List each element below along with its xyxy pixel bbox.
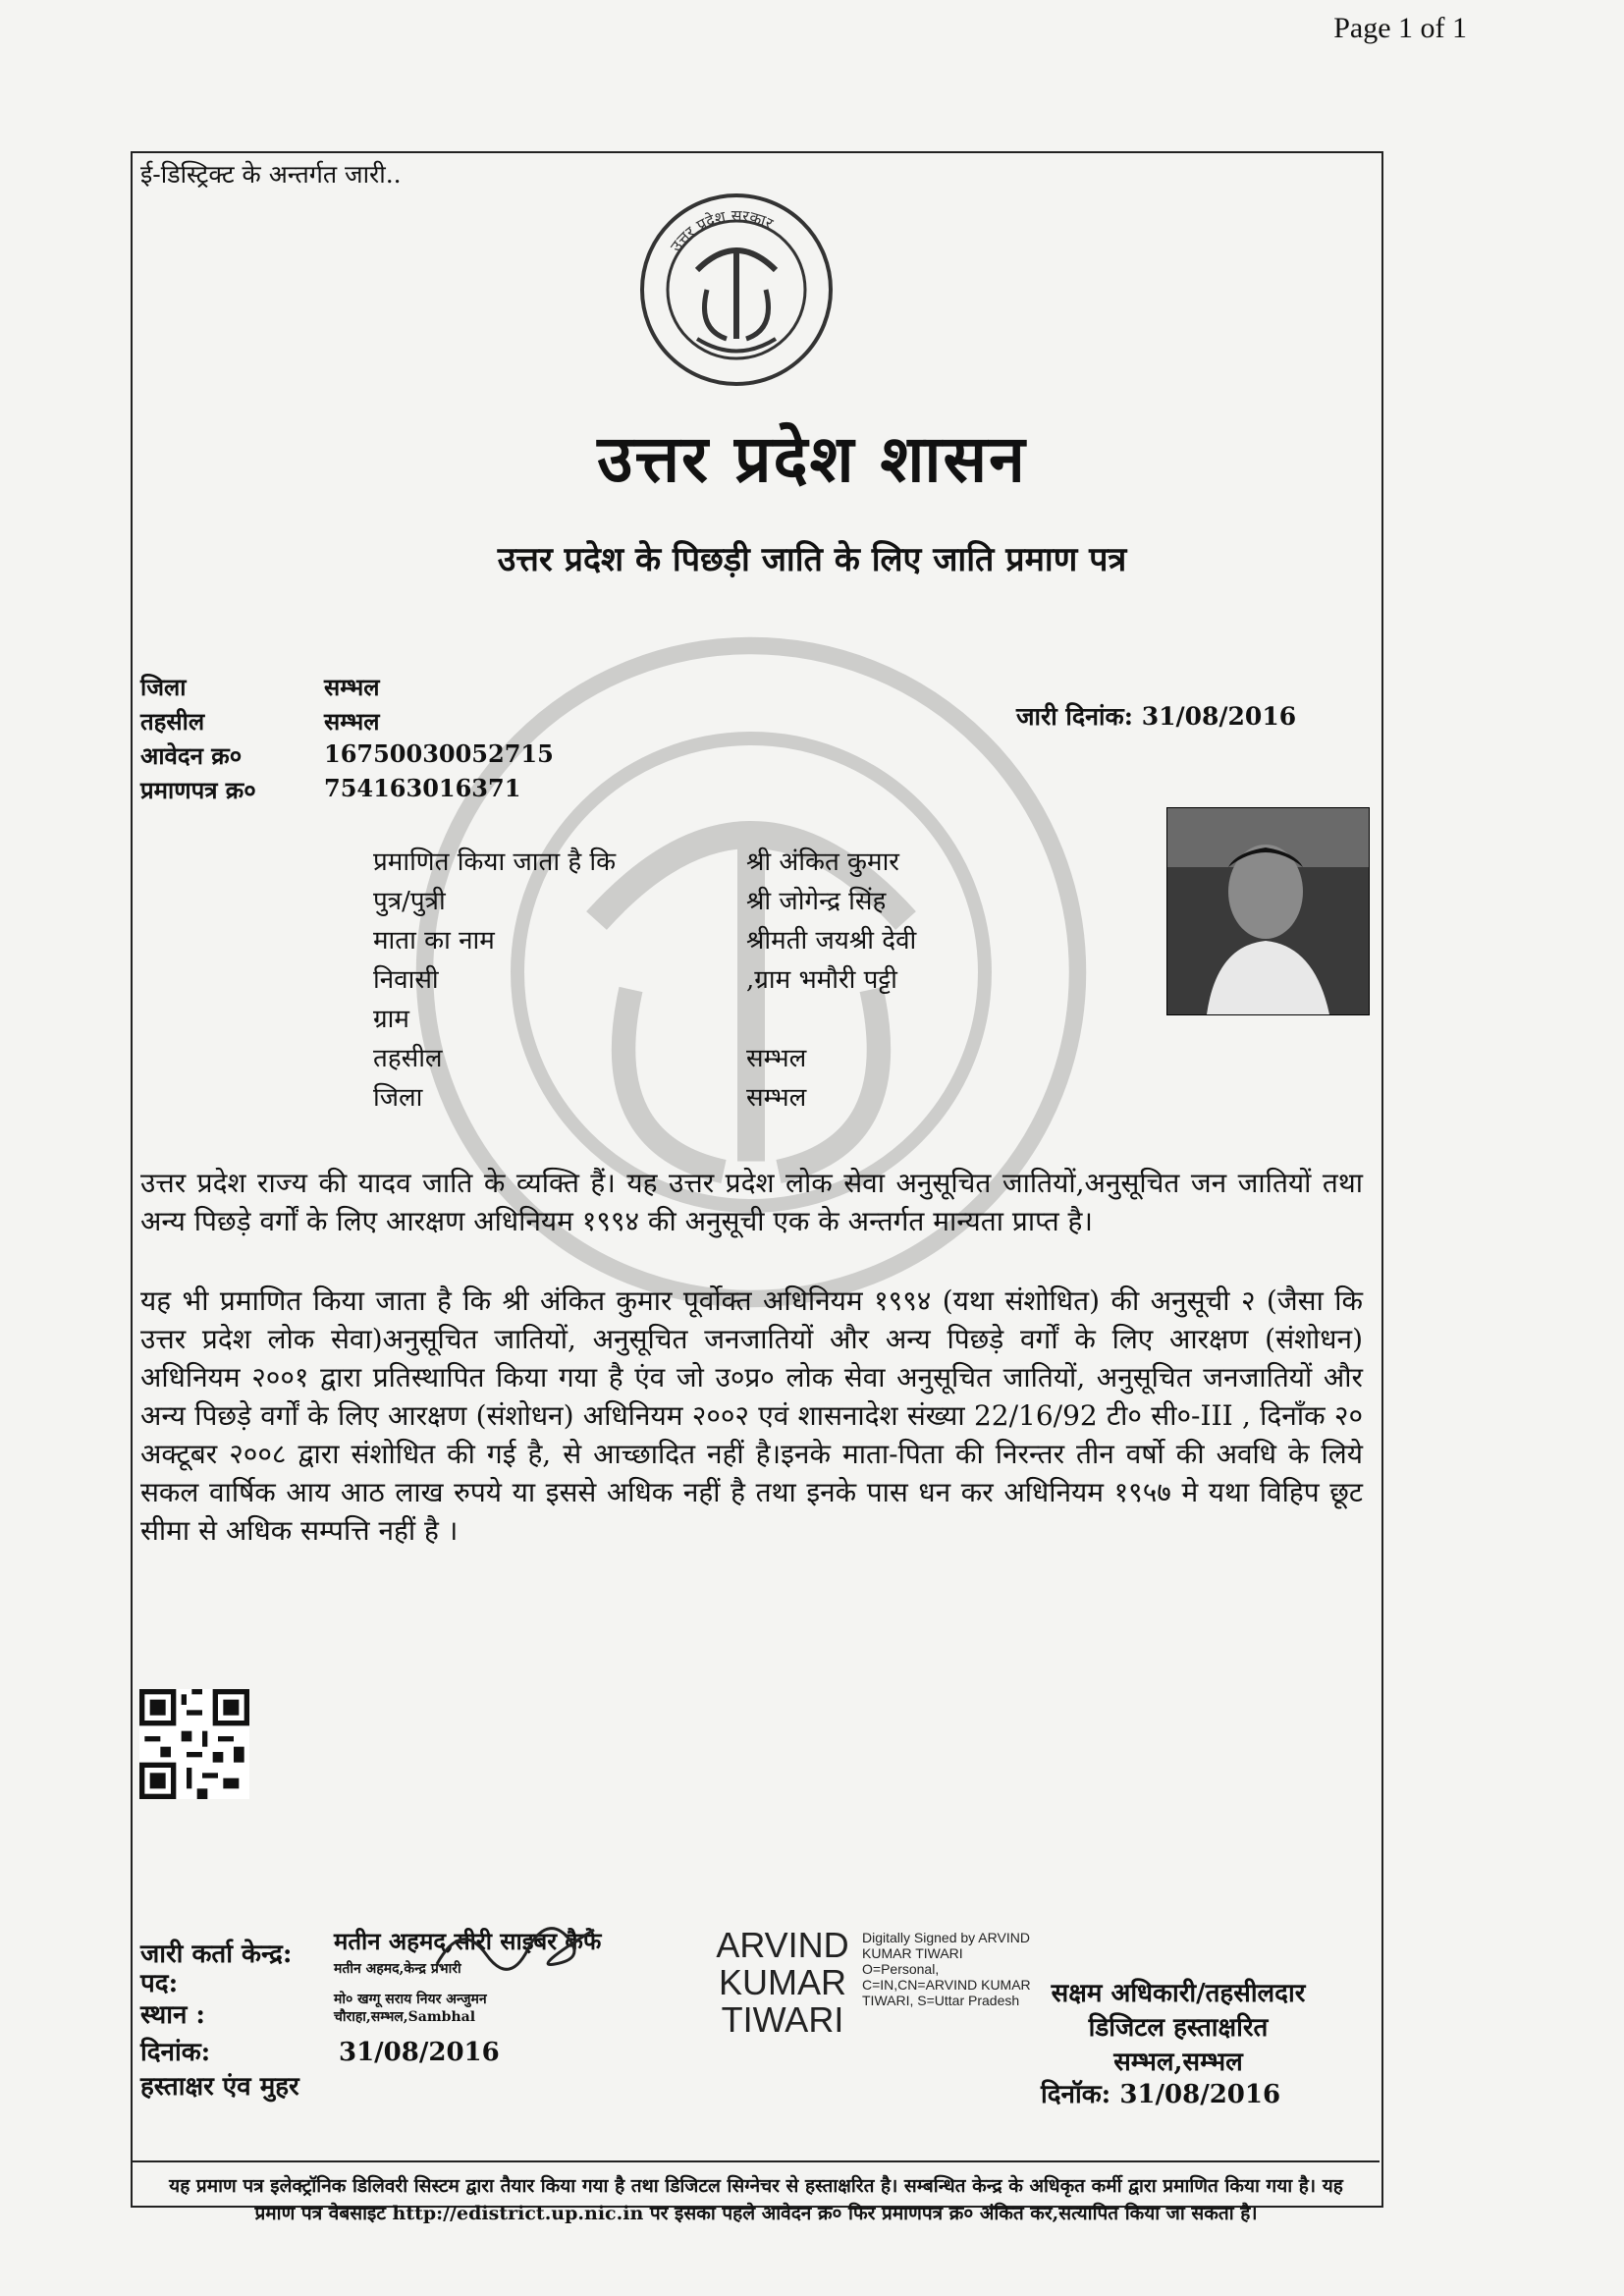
digital-signer-name: ARVIND KUMAR TIWARI bbox=[716, 1925, 849, 2040]
person-district-label: जिला bbox=[373, 1083, 423, 1113]
certificate-value: 754163016371 bbox=[324, 774, 521, 802]
page-title: उत्तर प्रदेश शासन bbox=[597, 420, 1027, 497]
issue-date-value: 31/08/2016 bbox=[1141, 702, 1297, 731]
resident-value: ,ग्राम भमौरी पट्टी bbox=[746, 965, 897, 995]
mother-name: श्रीमती जयश्री देवी bbox=[746, 926, 917, 956]
issuing-center-value: मतीन अहमद,सीरी साइबर कैफे bbox=[334, 1927, 602, 1955]
sign-seal-label: हस्ताक्षर एंव मुहर bbox=[140, 2072, 299, 2102]
certificate-label: प्रमाणपत्र क्र० bbox=[140, 776, 256, 804]
state-emblem-icon bbox=[638, 191, 835, 388]
digital-signed-label: डिजिटल हस्ताक्षरित bbox=[1088, 2013, 1269, 2043]
certification-paragraph: यह भी प्रमाणित किया जाता है कि श्री अंकित कुमार पूर्वोक्त अधिनियम १९९४ (यथा संशोधित) की अनुसूची २ (जैसा कि उत्तर प्रदेश लोक सेवा)अनुसूचित जातियों, अनुसूचित जनजातियों और अन्य पिछड़े वर्गों के लिए आरक्षण (संशोधन) अधिनियम २००१ द्वारा प्रतिस्थापित किया गया है एंव जो उ०प्र० लोक सेवा अनुसूचित जातियों, अनुसूचित जनजातियों और अन्य पिछड़े वर्गों के लिए आरक्षण (संशोधन) अधिनियम २००२ एवं शासनादेश संख्या 22/16/92 टी० सी०-III , दिनाँक २० अक्टूबर २००८ द्वारा संशोधित की गई है, से आच्छादित नहीं है।इनके माता-पिता की निरन्तर तीन वर्षो की अवधि के लिये सकल वार्षिक आय आठ लाख रुपये या इससे अधिक नहीं है तथा इनके पास धन कर अधिनियम १९५७ मे यथा विहिप छूट सीमा से अधिक सम्पत्ति नहीं है । bbox=[140, 1285, 1363, 1547]
digital-sign-details: Digitally Signed by ARVIND KUMAR TIWARI O=Personal, C=IN,CN=ARVIND KUMAR TIWARI, S=Uttar Pradesh bbox=[862, 1930, 1031, 2008]
mother-label: माता का नाम bbox=[373, 926, 495, 956]
authority-place: सम्भल,सम्भल bbox=[1113, 2048, 1243, 2077]
person-tehsil-value: सम्भल bbox=[746, 1044, 807, 1073]
verification-note: यह प्रमाण पत्र इलेक्ट्रॉनिक डिलिवरी सिस्टम द्वारा तैयार किया गया है तथा डिजिटल सिग्नेचर से हस्ताक्षरित है। सम्बन्धित केन्द्र के अधिकृत कर्मी द्वारा प्रमाणित किया गया है। यह प्रमाण पत्र वेबसाइट http://edistrict.up.nic.in पर इसका पहले आवेदन क्र० फिर प्रमाणपत्र क्र० अंकित कर,सत्यापित किया जा सकता है। bbox=[169, 2175, 1343, 2224]
authority-title: सक्षम अधिकारी/तहसीलदार bbox=[1051, 1979, 1306, 2008]
application-value: 16750030052715 bbox=[324, 739, 554, 768]
applicant-name: श्री अंकित कुमार bbox=[746, 847, 899, 877]
footer-divider bbox=[131, 2160, 1380, 2162]
person-tehsil-label: तहसील bbox=[373, 1044, 443, 1073]
district-value: सम्भल bbox=[324, 673, 380, 701]
place-label: स्थान : bbox=[140, 2000, 206, 2030]
applicant-photo bbox=[1166, 807, 1370, 1015]
district-label: जिला bbox=[140, 673, 187, 701]
qr-code bbox=[139, 1689, 249, 1799]
authority-date-value: 31/08/2016 bbox=[1119, 2080, 1281, 2109]
footer-date-value: 31/08/2016 bbox=[339, 2038, 500, 2067]
caste-paragraph: उत्तर प्रदेश राज्य की यादव जाति के व्यक्ति हैं। यह उत्तर प्रदेश लोक सेवा अनुसूचित जातियों,अनुसूचित जन जातियों तथा अन्य पिछड़े वर्गों के लिए आरक्षण अधिनियम १९९४ की अनुसूची एक के अन्तर्गत मान्यता प्राप्त है। bbox=[140, 1167, 1363, 1237]
authority-date-label: दिनॉक: bbox=[1041, 2080, 1111, 2109]
application-label: आवेदन क्र० bbox=[140, 741, 243, 770]
father-name: श्री जोगेन्द्र सिंह bbox=[746, 887, 887, 916]
post-value: मतीन अहमद,केन्द्र प्रभारी bbox=[334, 1961, 461, 1977]
issue-date bbox=[1016, 699, 1296, 733]
village-label: ग्राम bbox=[373, 1005, 409, 1034]
issuing-center-label: जारी कर्ता केन्द्र: bbox=[140, 1940, 293, 1969]
issue-date-label: जारी दिनांक: bbox=[1016, 702, 1133, 731]
place-value: मो० खग्गू सराय नियर अन्जुमन चौराहा,सम्भल,Sambhal bbox=[334, 1992, 487, 2025]
center-signature-icon bbox=[432, 1910, 599, 1984]
authority-date bbox=[1041, 2075, 1280, 2110]
resident-label: निवासी bbox=[373, 965, 439, 995]
person-district-value: सम्भल bbox=[746, 1083, 807, 1113]
tehsil-label: तहसील bbox=[140, 707, 205, 736]
page-subtitle: उत्तर प्रदेश के पिछड़ी जाति के लिए जाति प्रमाण पत्र bbox=[497, 540, 1127, 579]
relation-label: पुत्र/पुत्री bbox=[373, 887, 446, 916]
page-number: Page 1 of 1 bbox=[1333, 12, 1467, 44]
header-note: ई-डिस्ट्रिक्ट के अन्तर्गत जारी.. bbox=[140, 160, 402, 189]
footer-date-label: दिनांक: bbox=[140, 2038, 211, 2067]
svg-text:उत्तर प्रदेश सरकार: उत्तर प्रदेश सरकार bbox=[666, 205, 777, 255]
certify-label: प्रमाणित किया जाता है कि bbox=[373, 847, 617, 877]
tehsil-value: सम्भल bbox=[324, 707, 380, 736]
post-label: पद: bbox=[140, 1969, 179, 1998]
